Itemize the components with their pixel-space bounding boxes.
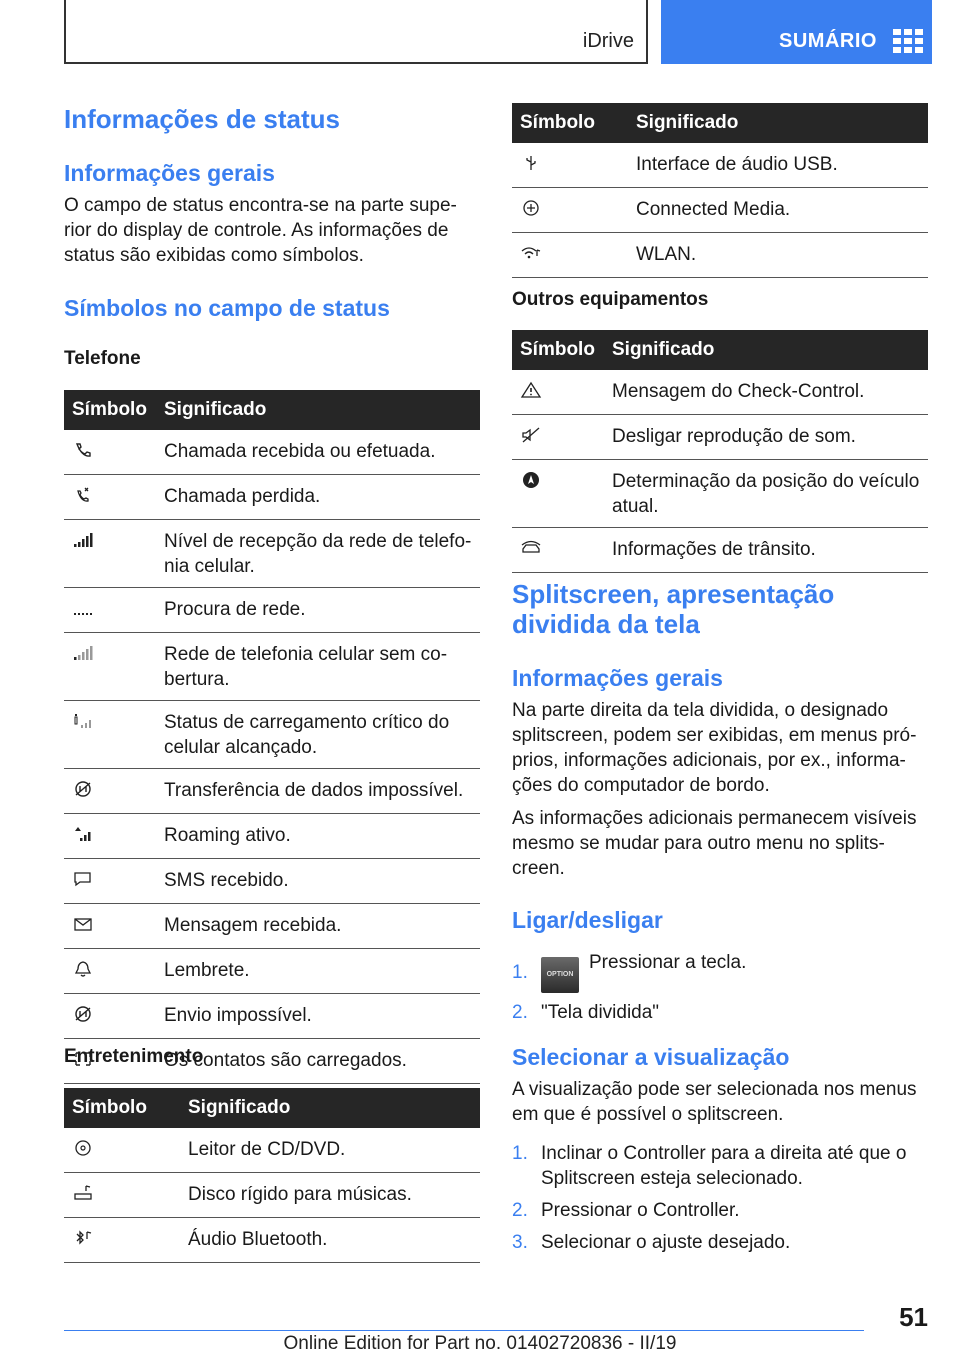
battery-critical-icon [72, 712, 94, 730]
table-row [64, 588, 480, 633]
other-equipment-heading: Outros equipamentos [512, 289, 709, 310]
meaning-cell: Chamada recebida ou efetuada. [156, 430, 480, 475]
symbol-cell [512, 233, 628, 278]
symbol-cell [64, 588, 156, 633]
meaning-cell: Chamada perdida. [156, 475, 480, 520]
list-item: 1. OPTIONPressionar a tecla. [512, 948, 746, 993]
symbol-cell [64, 1173, 180, 1218]
mail-icon [72, 915, 94, 933]
meaning-cell: Transferência de dados impossível. [156, 769, 480, 814]
signal-strength-icon [72, 531, 94, 549]
splitscreen-text-1: Na parte direita da tela dividida, o designado splitscreen, podem ser exibidas, em menus pró- prios, informações adicionais, por ex., informa- ções do computador de bordo. [512, 700, 917, 796]
page-title: Informações de status [64, 104, 340, 134]
symbol-cell [64, 520, 156, 588]
symbol-cell [512, 415, 604, 460]
col-symbol: Símbolo [64, 390, 156, 430]
contents-label: SUMÁRIO [779, 30, 877, 52]
select-view-steps [512, 1141, 906, 1262]
splitscreen-text-2: As informações adicionais permanecem visíveis mesmo se mudar para outro menu no splits- creen. [512, 808, 917, 879]
table-row [64, 475, 480, 520]
footer-edition: Online Edition for Part no. 01402720836 - II/19 [283, 1333, 677, 1354]
table-row [64, 520, 480, 588]
general-info-text: O campo de status encontra-se na parte supe- rior do display de controle. As informações de status são exibidas como símbolos. [64, 195, 457, 266]
symbol-cell [512, 370, 604, 415]
symbol-cell [64, 701, 156, 769]
roaming-icon [72, 825, 94, 843]
meaning-cell: Mensagem recebida. [156, 904, 480, 949]
send-failed-icon [72, 1005, 94, 1023]
symbol-cell [64, 475, 156, 520]
general-info-heading: Informações gerais [64, 160, 275, 186]
table-row [64, 814, 480, 859]
list-item: 2. Pressionar o Controller. [512, 1200, 740, 1221]
option-button-icon[interactable]: OPTION [541, 957, 579, 993]
contents-button[interactable] [661, 0, 932, 64]
table-row [64, 994, 480, 1039]
table-row [64, 633, 480, 701]
col-symbol: Símbolo [512, 103, 628, 143]
meaning-cell: Status de carregamento crítico do celular alcançado. [156, 701, 480, 769]
position-icon [520, 471, 542, 489]
splitscreen-general-heading: Informações gerais [512, 665, 723, 691]
wlan-icon [520, 244, 542, 262]
no-coverage-icon [72, 644, 94, 662]
bell-icon [72, 960, 94, 978]
meaning-cell: Áudio Bluetooth. [180, 1218, 480, 1263]
onoff-steps [512, 948, 746, 1032]
symbol-cell [64, 430, 156, 475]
table-row [512, 370, 928, 415]
meaning-cell: Leitor de CD/DVD. [180, 1128, 480, 1173]
symbol-cell [64, 1218, 180, 1263]
hard-disk-music-icon [72, 1184, 94, 1202]
other-symbols-table [512, 330, 928, 573]
table-row [64, 701, 480, 769]
symbol-cell [512, 188, 628, 233]
onoff-heading: Ligar/desligar [512, 907, 663, 933]
meaning-cell: Mensagem do Check-Control. [604, 370, 928, 415]
connected-media-icon [520, 199, 542, 217]
phone-icon [72, 441, 94, 459]
meaning-cell: Informações de trânsito. [604, 528, 928, 573]
usb-icon [520, 154, 542, 172]
no-data-icon [72, 780, 94, 798]
disc-icon [72, 1139, 94, 1157]
warning-icon [520, 381, 542, 399]
meaning-cell: Os contatos são carregados. [156, 1039, 480, 1084]
entertainment-symbols-table-continued [512, 103, 928, 278]
table-row [512, 528, 928, 573]
meaning-cell: Rede de telefonia celular sem co- bertura. [156, 633, 480, 701]
symbol-cell [64, 949, 156, 994]
list-item: 2. "Tela dividida" [512, 1002, 660, 1023]
table-row [64, 430, 480, 475]
symbol-cell [512, 143, 628, 188]
status-symbols-heading: Símbolos no campo de status [64, 295, 390, 321]
col-symbol: Símbolo [64, 1088, 180, 1128]
symbol-cell [64, 769, 156, 814]
page-number: 51 [899, 1302, 928, 1332]
meaning-cell: Desligar reprodução de som. [604, 415, 928, 460]
phone-symbols-table [64, 390, 480, 1084]
col-meaning: Significado [628, 103, 928, 143]
table-row [64, 1218, 480, 1263]
meaning-cell: Connected Media. [628, 188, 928, 233]
table-row [64, 1173, 480, 1218]
table-row [64, 904, 480, 949]
grid-menu-icon [893, 29, 923, 53]
symbol-cell [64, 904, 156, 949]
list-item: 1. Inclinar o Controller para a direita até que o Splitscreen esteja selecionado. [512, 1143, 907, 1189]
symbol-cell [64, 859, 156, 904]
col-symbol: Símbolo [512, 330, 604, 370]
meaning-cell: Procura de rede. [156, 588, 480, 633]
table-row [512, 188, 928, 233]
table-row [512, 415, 928, 460]
header-section-label: iDrive [582, 30, 634, 52]
entertainment-heading: Entretenimento [64, 1046, 204, 1067]
col-meaning: Significado [156, 390, 480, 430]
table-row [64, 859, 480, 904]
table-row [64, 769, 480, 814]
footer-rule [64, 1330, 864, 1331]
meaning-cell: Lembrete. [156, 949, 480, 994]
meaning-cell: SMS recebido. [156, 859, 480, 904]
list-item: 3. Selecionar o ajuste desejado. [512, 1232, 791, 1253]
sms-icon [72, 870, 94, 888]
symbol-cell [512, 528, 604, 573]
table-row [512, 460, 928, 528]
meaning-cell: Envio impossível. [156, 994, 480, 1039]
traffic-icon [520, 539, 542, 557]
header-section-box [64, 0, 648, 64]
table-row [64, 949, 480, 994]
select-view-heading: Selecionar a visualização [512, 1044, 790, 1070]
meaning-cell: Interface de áudio USB. [628, 143, 928, 188]
table-row [64, 1128, 480, 1173]
splitscreen-title: Splitscreen, apresentação dividida da tela [512, 579, 835, 639]
table-row [512, 143, 928, 188]
meaning-cell: Nível de recepção da rede de telefo- nia celular. [156, 520, 480, 588]
symbol-cell [64, 814, 156, 859]
meaning-cell: Roaming ativo. [156, 814, 480, 859]
symbol-cell [64, 994, 156, 1039]
meaning-cell: WLAN. [628, 233, 928, 278]
network-search-icon [72, 599, 94, 617]
phone-heading: Telefone [64, 348, 141, 369]
symbol-cell [512, 460, 604, 528]
entertainment-symbols-table [64, 1088, 480, 1263]
select-view-text: A visualização pode ser selecionada nos menus em que é possível o splitscreen. [512, 1079, 917, 1125]
mute-icon [520, 426, 542, 444]
meaning-cell: Determinação da posição do veículo atual. [604, 460, 928, 528]
symbol-cell [64, 1128, 180, 1173]
col-meaning: Significado [604, 330, 928, 370]
meaning-cell: Disco rígido para músicas. [180, 1173, 480, 1218]
bluetooth-audio-icon [72, 1229, 94, 1247]
table-row [512, 233, 928, 278]
missed-call-icon [72, 486, 94, 504]
symbol-cell [64, 633, 156, 701]
col-meaning: Significado [180, 1088, 480, 1128]
